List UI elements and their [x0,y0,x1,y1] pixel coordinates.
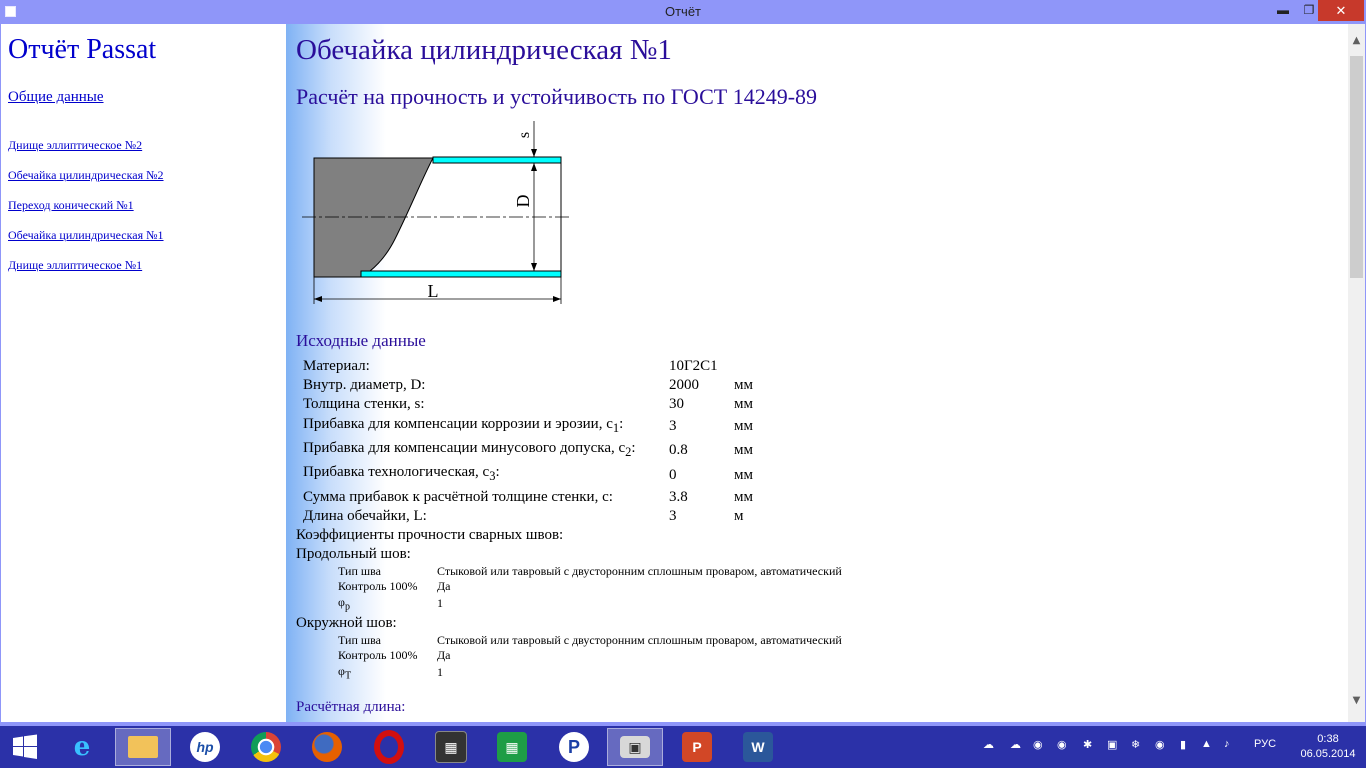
seam-type-label: Тип шва [338,564,381,578]
folder-icon [128,736,158,758]
powerpoint-icon: P [682,732,712,762]
taskbar-vessel-app[interactable] [607,728,663,766]
close-button[interactable]: ✕ [1318,0,1364,21]
input-data-heading: Исходные данные [296,331,426,350]
param-value: 3 [669,508,677,524]
taskbar [0,726,1366,768]
sidebar-title: Отчёт Passat [8,34,157,65]
scroll-down-icon[interactable]: ▼ [1352,695,1361,706]
phi-t-value: 1 [437,665,443,679]
taskbar-firefox[interactable] [299,728,355,766]
volume-icon[interactable]: ♪ [1224,738,1230,750]
seam-control-value: Да [437,648,451,662]
param-label: Материал: [303,358,370,374]
param-unit: мм [734,418,753,434]
taskbar-clock[interactable] [1296,732,1360,762]
param-label: Сумма прибавок к расчётной толщине стенки, c: [303,489,613,505]
param-unit: мм [734,467,753,483]
taskbar-video[interactable] [423,728,479,766]
clock-time: 0:38 [1317,733,1339,745]
taskbar-powerpoint[interactable] [669,728,725,766]
window-title: Отчёт [664,4,702,19]
tray-beats-icon[interactable]: ◉ [1057,739,1067,751]
vertical-scrollbar[interactable] [1348,24,1365,722]
tray-shield-icon[interactable]: ◉ [1155,739,1165,751]
word-icon: W [743,732,773,762]
param-label: Прибавка для компенсации минусового допуска, $c_2$: [303,440,636,459]
vessel-icon: ▣ [620,736,650,758]
param-value: 30 [669,396,684,412]
hp-icon: hp [190,732,220,762]
tray-snow-icon[interactable]: ❄ [1131,739,1141,751]
taskbar-explorer[interactable] [115,728,171,766]
param-label: Прибавка для компенсации коррозии и эрозии, $c_1$: [303,416,624,435]
firefox-icon [312,732,342,762]
sidebar-link-head-2[interactable]: Днище эллиптическое №2 [8,138,143,152]
report-content [286,24,1348,722]
phi-p-label: $\varphi_р$ [338,595,350,613]
bluetooth-icon[interactable]: ✱ [1083,739,1093,751]
seam-type-value: Стыковой или тавровый с двусторонним сплошным проваром, автоматический [437,633,842,647]
opera-icon [374,730,404,764]
sidebar-link-general[interactable]: Общие данные [8,89,104,105]
tray-cloud-icon[interactable]: ☁ [1010,739,1021,751]
wifi-signal-icon[interactable]: ▲ [1201,738,1212,750]
param-value: 3 [669,418,677,434]
longitudinal-seam-title: Продольный шов: [296,546,411,562]
taskbar-word[interactable] [730,728,786,766]
page-title: Обечайка цилиндрическая №1 [296,34,672,66]
tray-network-icon[interactable]: ☁ [983,739,994,751]
window-title-bar[interactable] [0,0,1366,24]
param-unit: мм [734,377,753,393]
seam-type-label: Тип шва [338,633,381,647]
param-value: 2000 [669,377,699,393]
maximize-button[interactable]: ❐ [1303,3,1315,17]
sidebar-link-shell-1[interactable]: Обечайка цилиндрическая №1 [8,228,164,242]
dim-L-label: L [427,281,439,301]
store-icon: ▦ [497,732,527,762]
sidebar-link-shell-2[interactable]: Обечайка цилиндрическая №2 [8,168,164,182]
param-label: Длина обечайки, L: [303,508,427,524]
circumferential-seam-title: Окружной шов: [296,615,397,631]
param-value: 3.8 [669,489,688,505]
page-subtitle: Расчёт на прочность и устойчивость по ГОСТ 14249-89 [296,84,818,109]
shell-drawing [300,119,580,309]
param-unit: мм [734,489,753,505]
param-unit: мм [734,442,753,458]
taskbar-passat[interactable] [546,728,602,766]
tray-pdf-icon[interactable]: ▣ [1107,739,1118,751]
taskbar-chrome[interactable] [238,728,294,766]
seam-control-label: Контроль 100% [338,648,418,662]
taskbar-opera[interactable] [361,728,417,766]
language-indicator[interactable]: РУС [1254,738,1277,750]
taskbar-hp[interactable] [177,728,233,766]
tray-app-icon[interactable]: ◉ [1033,739,1043,751]
param-label: Толщина стенки, s: [303,396,425,412]
param-unit: м [734,508,744,524]
dim-D-label: D [513,194,533,208]
passat-icon: P [559,732,589,762]
internet-explorer-icon: e [73,732,91,762]
design-length-heading: Расчётная длина: [296,699,406,715]
seam-type-value: Стыковой или тавровый с двусторонним сплошным проваром, автоматический [437,564,842,578]
report-sidebar [1,24,286,722]
sidebar-link-cone-1[interactable]: Переход конический №1 [8,198,134,212]
param-label: Прибавка технологическая, $c_3$: [303,464,500,483]
scroll-thumb[interactable] [1350,56,1363,278]
param-unit: мм [734,396,753,412]
taskbar-ie[interactable] [54,728,110,766]
chrome-icon [251,732,281,762]
start-button[interactable] [0,728,50,766]
windows-logo-icon [12,734,38,760]
param-value: 0 [669,467,677,483]
clock-date: 06.05.2014 [1300,748,1356,760]
taskbar-store[interactable] [484,728,540,766]
phi-p-value: 1 [437,596,443,610]
seam-control-label: Контроль 100% [338,579,418,593]
param-label: Внутр. диаметр, D: [303,377,426,393]
param-value: 0.8 [669,442,688,458]
param-value: 10Г2С1 [669,358,718,374]
scroll-up-icon[interactable]: ▲ [1352,35,1361,46]
seam-control-value: Да [437,579,451,593]
dim-s-label: s [516,131,533,139]
sidebar-link-head-1[interactable]: Днище эллиптическое №1 [8,258,143,272]
minimize-button[interactable]: ▬ [1277,3,1289,17]
phi-t-label: $\varphi_Т$ [338,664,352,682]
video-app-icon: ▦ [435,731,467,763]
battery-icon[interactable]: ▮ [1180,739,1187,751]
weld-coefficients-heading: Коэффициенты прочности сварных швов: [296,527,564,543]
